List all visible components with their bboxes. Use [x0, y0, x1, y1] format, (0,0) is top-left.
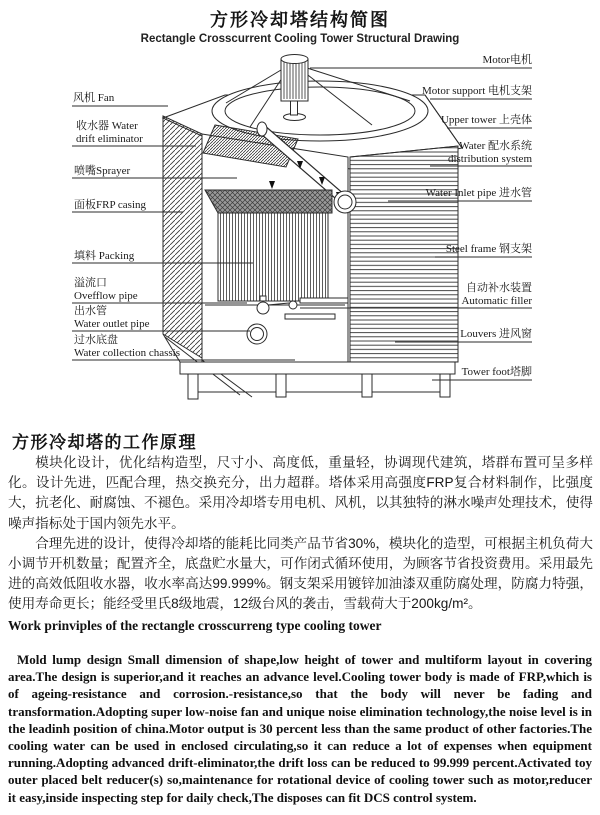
label-water-distribution-system: Water 配水系统 distribution system — [447, 140, 532, 165]
label-overflow-pipe: 溢流口 Ovefflow pipe — [74, 277, 138, 302]
label-water-drift-eliminator: 收水器 Water drift eliminator — [76, 120, 143, 145]
label-motor: Motor电机 — [482, 54, 532, 66]
label-tower-foot: Tower foot塔脚 — [461, 366, 532, 378]
water-outlet-pipe-drawing — [247, 324, 267, 344]
label-louvers: Louvers 进风窗 — [460, 328, 532, 340]
label-water-outlet-pipe: 出水管 Water outlet pipe — [74, 305, 150, 330]
page-header — [0, 6, 600, 45]
louver-face-drawing — [350, 146, 458, 362]
label-water-collection-chassis: 过水底盘 Water collection chassis — [74, 334, 181, 359]
zh-paragraph-2: 合理先进的设计，使得冷却塔的能耗比同类产品节省30%，模块化的造型，可根据主机负荷大小调节开机数量；配置齐全，底盘贮水量大，可作闭式循环使用，为顾客节省投资费用。采用最先进的高效低阻收水器，收水率高达99.999%。钢支架采用镀锌加油漆双重防腐处理，防腐力特强，使用寿命更长；能经受里氏8级地震，12级台风的袭击，雪载荷大于200kg/m²。 — [8, 535, 593, 612]
packing-drawing — [205, 190, 332, 301]
label-steel-frame: Steel frame 钢支架 — [445, 243, 532, 255]
en-section-heading: Work prinviples of the rectangle crosscurreng type cooling tower — [8, 618, 382, 633]
label-fan: 风机 Fan — [73, 92, 115, 104]
label-sprayer: 喷嘴Sprayer — [74, 165, 131, 177]
label-water-inlet-pipe: Water Inlet pipe 进水管 — [425, 187, 532, 199]
zh-paragraph-1: 模块化设计，优化结构造型，尺寸小、高度低，重量轻，协调现代建筑，塔群布置可呈多样化。设计先进，匹配合理，热交换充分，出力超群。塔体采用高强度FRP复合材料制作，比强度大，抗老化、耐腐蚀、不褪色。采用冷却塔专用电机、风机，以其独特的淋水噪声处理技术，使得噪声指标处于国内领先水平。 — [8, 455, 593, 531]
zh-section-body — [8, 453, 593, 615]
water-inlet-pipe-drawing — [334, 191, 356, 213]
label-automatic-filler: 自动补水装置 Automatic filler — [461, 282, 532, 307]
page-subtitle: Rectangle Crosscurrent Cooling Tower Structural Drawing — [140, 33, 460, 45]
label-packing: 填料 Packing — [74, 250, 135, 262]
label-frp-casing: 面板FRP casing — [74, 199, 147, 211]
left-louver-panel-drawing — [163, 116, 202, 358]
label-upper-tower: Upper tower 上壳体 — [440, 114, 532, 126]
page-title: 方形冷却塔结构简图 — [210, 10, 390, 30]
en-paragraph: Mold lump design Small dimension of shape,low height of tower and multiform layout in covering area.The design is superior,and it reaches an advance level.Cooling tower body is made of FRP,which is of ageing-resistance and corrosion.-resistance,so that the body will never be fading and transformation.Adopting super low-noise fan and unique noise elimination technology,the noise level is in the leadinh position of china.Motor output is 30 percent less than the same product of other factories.The cooling water can be used in enclosed circulating,so it can reduce a lot of expenses when equipment running.Adopting advanced drift-eliminator,the drift loss can be reduced to 99.999 percent.Activated toy outer placed belt reducer(s) so,maintenance for rotational device of cooling tower such as motor,reducer it easy,inside inspecting step for daily check,The disposes can fit DCS control system. — [8, 652, 592, 805]
zh-section-heading: 方形冷却塔的工作原理 — [12, 433, 197, 452]
label-motor-support: Motor support 电机支架 — [422, 85, 532, 97]
cooling-tower-diagram — [0, 45, 600, 423]
